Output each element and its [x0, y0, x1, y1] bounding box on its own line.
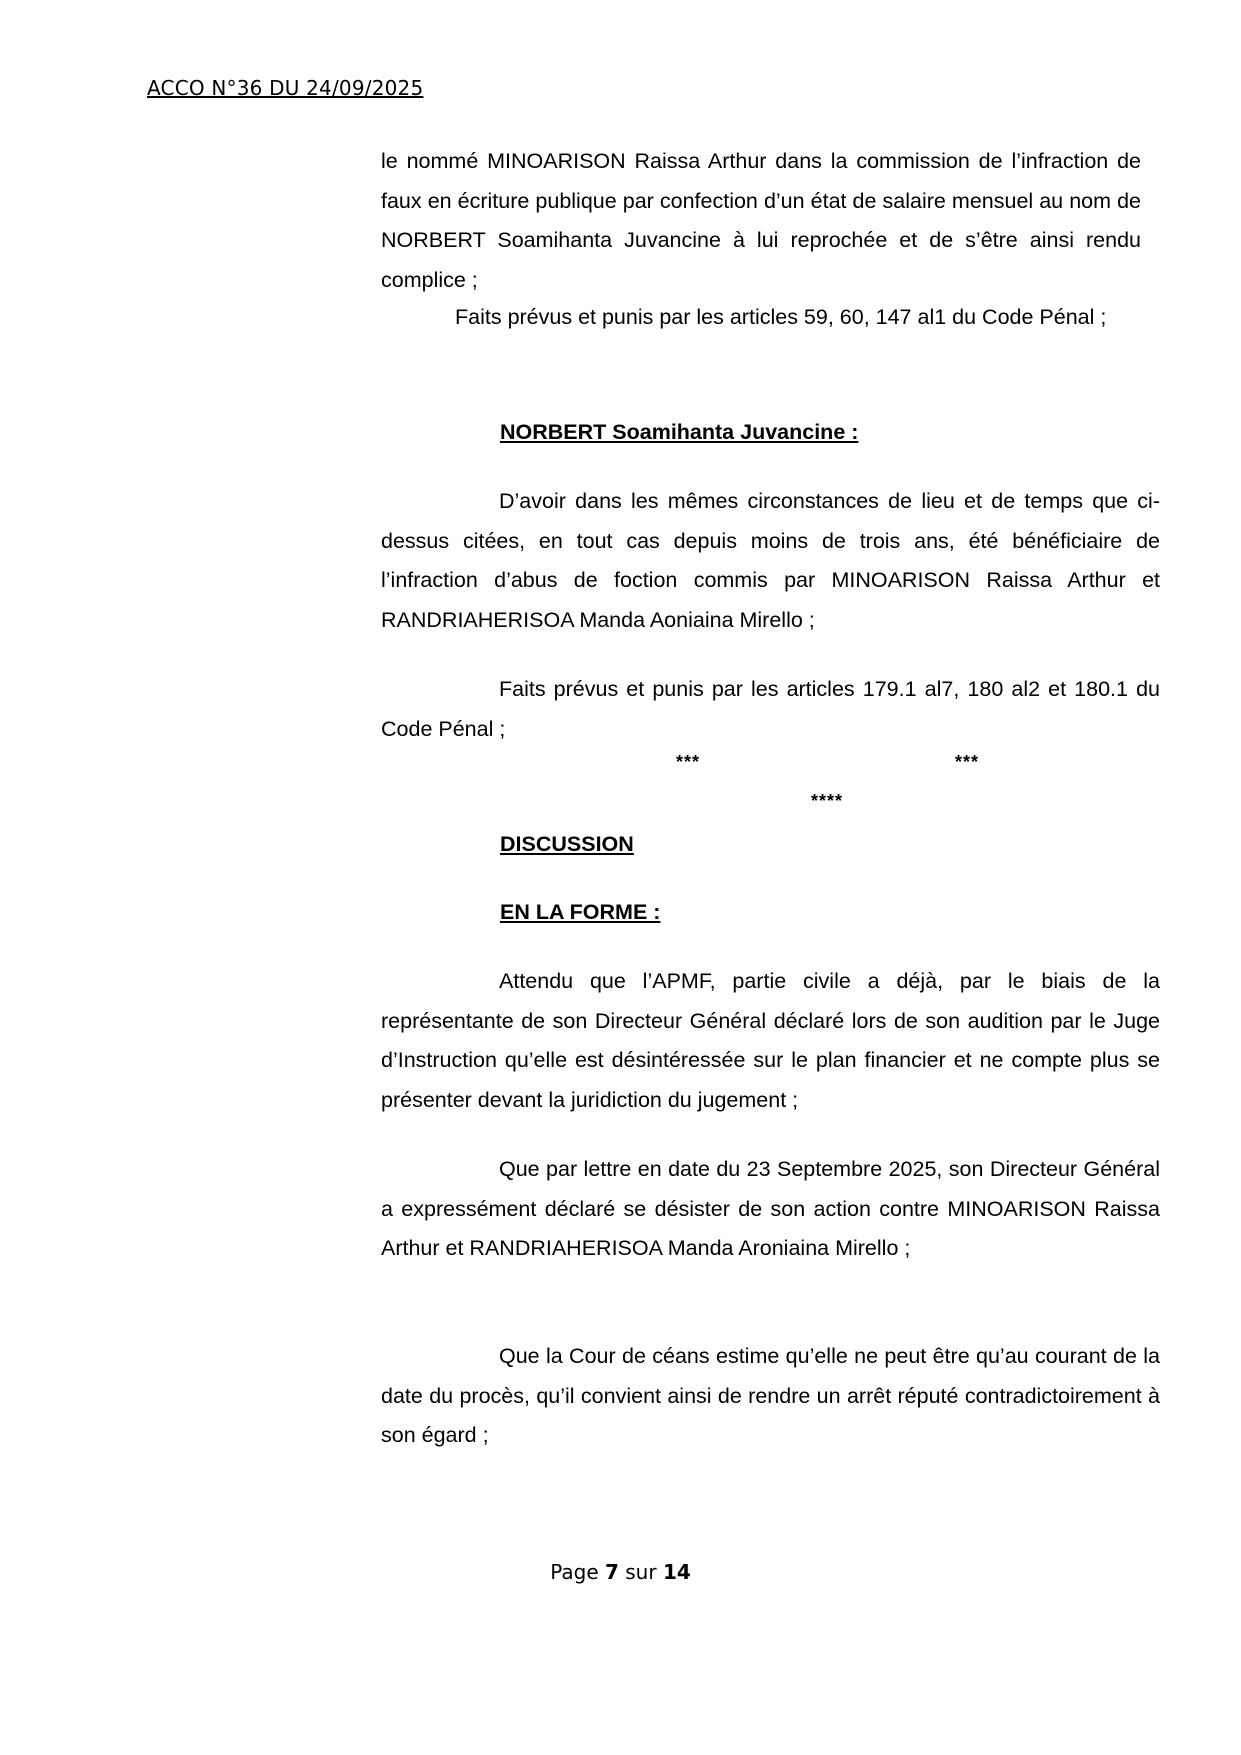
heading-discussion: DISCUSSION — [500, 832, 634, 856]
paragraph-beneficiary: D’avoir dans les mêmes circonstances de lieu et de temps que ci-dessus citées, en tout cas depuis moins de trois ans, été bénéficiaire de l’infraction d’abus de foction commis par MINOARISON Raissa Arthur et RANDRIAHERISOA Manda Aoniaina Mirello ; — [381, 489, 1160, 632]
paragraph-withdrawal-letter: Que par lettre en date du 23 Septembre 2025, son Directeur Général a expressément déclaré se désister de son action contre MINOARISON Raissa Arthur et RANDRIAHERISOA Manda Aroniaina Mirello ; — [381, 1157, 1160, 1260]
page-of: sur — [625, 1560, 657, 1584]
separator-stars-center: **** — [811, 791, 844, 811]
paragraph-civil-party: Attendu que l’APMF, partie civile a déjà, par le biais de la représentante de son Directeur Général déclaré lors de son audition par le Juge d’Instruction qu’elle est désintéressée sur le plan financier et ne compte plus se présenter devant la juridiction du jugement ; — [381, 969, 1160, 1112]
page-prefix: Page — [550, 1560, 599, 1584]
document-reference: ACCO N°36 DU 24/09/2025 — [147, 76, 424, 100]
paragraph-articles-1: Faits prévus et punis par les articles 59, 60, 147 al1 du Code Pénal ; — [455, 305, 1107, 329]
heading-defendant: NORBERT Soamihanta Juvancine : — [500, 420, 859, 444]
paragraph-court-ruling: Que la Cour de céans estime qu’elle ne peut être qu’au courant de la date du procès, qu’il convient ainsi de rendre un arrêt réputé contradictoirement à son égard ; — [381, 1344, 1160, 1447]
page-current: 7 — [604, 1560, 619, 1584]
paragraph-complicity: le nommé MINOARISON Raissa Arthur dans la commission de l’infraction de faux en écriture publique par confection d’un état de salaire mensuel au nom de NORBERT Soamihanta Juvancine à lui reprochée et de s’être ainsi rendu complice ; — [381, 149, 1141, 292]
separator-stars-left: *** — [676, 752, 701, 772]
heading-form: EN LA FORME : — [500, 900, 661, 924]
separator-stars-right: *** — [955, 752, 980, 772]
page-number — [0, 1560, 1241, 1584]
paragraph-articles-2: Faits prévus et punis par les articles 179.1 al7, 180 al2 et 180.1 du Code Pénal ; — [381, 677, 1160, 741]
page-total: 14 — [662, 1560, 691, 1584]
